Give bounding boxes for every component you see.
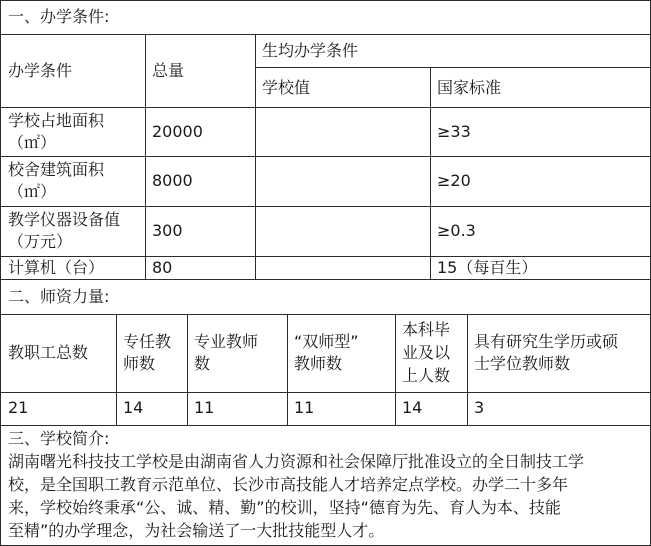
row-label-unit: （万元） [8, 232, 73, 251]
header-condition: 办学条件 [8, 61, 73, 80]
border-left [0, 0, 1, 546]
row-divider [0, 34, 651, 35]
col-divider [287, 314, 288, 425]
row-label: 计算机（台） [8, 258, 105, 277]
header-professional-teachers: 专业教师 [194, 332, 259, 351]
col-divider [395, 314, 396, 425]
value-postgraduate: 3 [474, 398, 485, 417]
header-fulltime-teachers: 专任教 [123, 332, 172, 351]
row-divider [0, 206, 651, 207]
border-top [0, 0, 651, 1]
row-divider [255, 67, 651, 68]
row-divider [0, 425, 651, 426]
header-total-staff: 教职工总数 [8, 343, 89, 362]
row-total: 80 [152, 258, 173, 277]
value-fulltime-teachers: 14 [123, 398, 144, 417]
header-dual-qualified: “双师型” [294, 332, 359, 351]
row-divider [0, 156, 651, 157]
row-national-standard: ≥20 [437, 171, 471, 190]
row-national-standard: ≥33 [437, 122, 471, 141]
intro-line: 校，是全国职工教育示范单位、长沙市高技能人才培养定点学校。办学二十多年 [8, 475, 569, 494]
row-label: 教学仪器设备值 [8, 210, 121, 229]
row-national-standard: 15（每百生） [437, 258, 538, 277]
row-label: 学校占地面积 [8, 111, 105, 130]
value-dual-qualified: 11 [294, 398, 315, 417]
row-total: 20000 [152, 122, 203, 141]
header-school-value: 学校值 [262, 78, 311, 97]
header-national-standard: 国家标准 [437, 78, 502, 97]
header-bachelor-plus-l3: 上人数 [402, 366, 451, 385]
header-professional-teachers-l2: 数 [194, 354, 211, 373]
col-divider [467, 314, 468, 425]
row-label-unit: （㎡） [8, 133, 57, 152]
intro-line: 湖南曙光科技技工学校是由湖南省人力资源和社会保障厅批准设立的全日制技工学 [8, 452, 585, 471]
row-divider [0, 279, 651, 280]
row-divider [0, 314, 651, 315]
row-total: 300 [152, 221, 183, 240]
col-divider [116, 314, 117, 425]
value-total-staff: 21 [8, 398, 29, 417]
header-postgraduate: 具有研究生学历或硕 [474, 332, 619, 351]
value-professional-teachers: 11 [194, 398, 215, 417]
section-title: 三、学校简介: [8, 429, 110, 448]
col-divider [255, 34, 256, 279]
row-total: 8000 [152, 171, 193, 190]
row-label: 校舍建筑面积 [8, 160, 105, 179]
header-total: 总量 [152, 61, 185, 80]
header-bachelor-plus-l2: 业及以 [402, 343, 451, 362]
section-title: 二、师资力量: [8, 287, 110, 306]
value-bachelor-plus: 14 [402, 398, 423, 417]
intro-line: 来，学校始终秉承“公、诚、精、勤”的校训，坚持“德育为先、育人为本、技能 [8, 498, 561, 517]
header-fulltime-teachers-l2: 师数 [123, 354, 156, 373]
row-divider [0, 392, 651, 393]
intro-line: 至精”的办学理念，为社会输送了一大批技能型人才。 [8, 521, 385, 540]
col-divider [430, 67, 431, 279]
row-label-unit: （㎡） [8, 182, 57, 201]
header-dual-qualified-l2: 教师数 [294, 354, 343, 373]
col-divider [145, 34, 146, 279]
header-bachelor-plus: 本科毕 [402, 320, 451, 339]
row-divider [0, 107, 651, 108]
row-national-standard: ≥0.3 [437, 221, 476, 240]
col-divider [187, 314, 188, 425]
header-per-student: 生均办学条件 [262, 41, 359, 60]
section-title: 一、办学条件: [8, 7, 110, 26]
header-postgraduate-l2: 士学位教师数 [474, 354, 571, 373]
